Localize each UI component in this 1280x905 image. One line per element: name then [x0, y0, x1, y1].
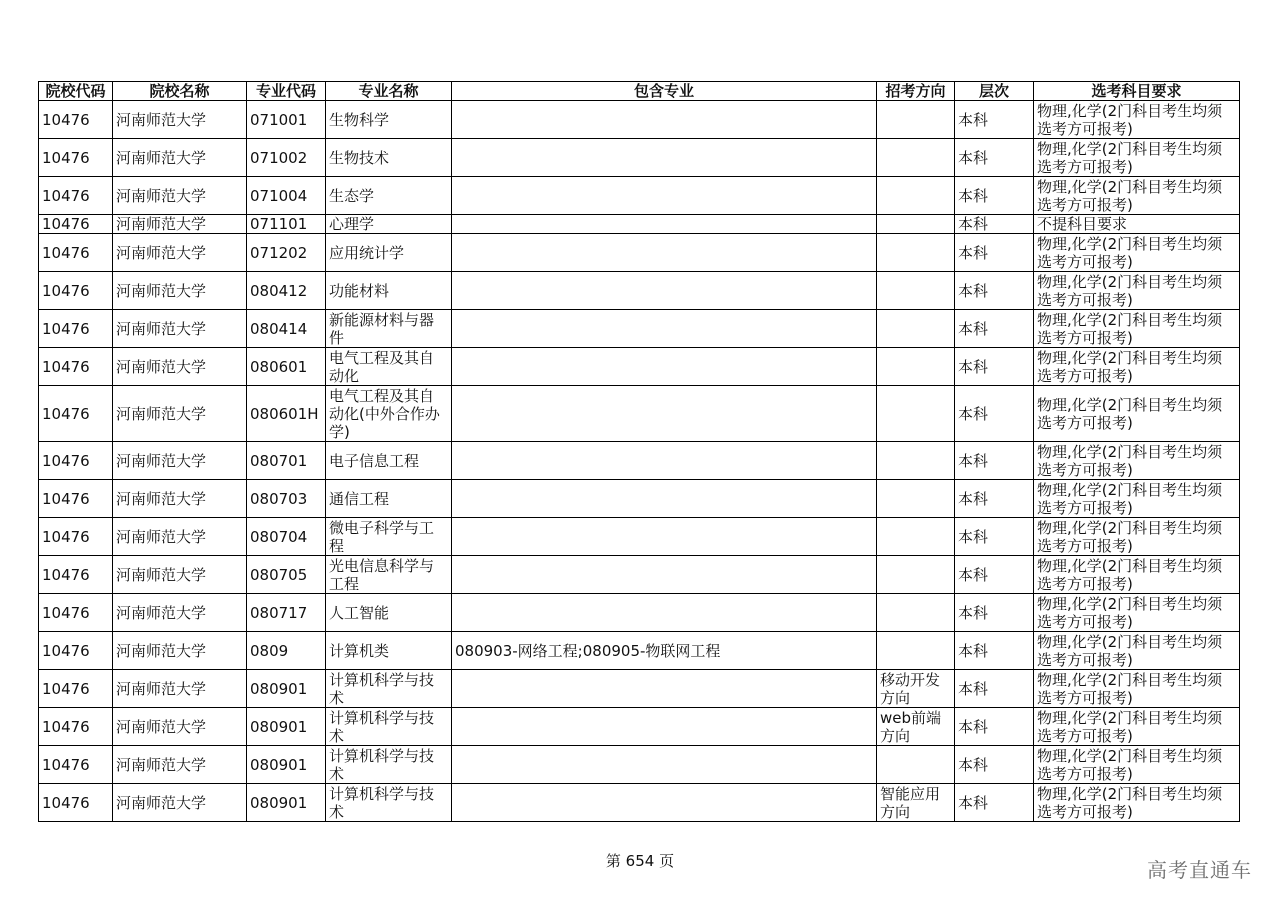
cell-included-majors: [452, 386, 877, 442]
cell-school-code: 10476: [39, 310, 113, 348]
cell-major-code: 071101: [247, 215, 326, 234]
header-major-code: 专业代码: [247, 82, 326, 101]
cell-direction: [877, 272, 955, 310]
cell-school-name: 河南师范大学: [113, 594, 247, 632]
cell-direction: [877, 518, 955, 556]
table-row: [39, 784, 1240, 822]
cell-subject-requirement: 物理,化学(2门科目考生均须选考方可报考): [1034, 101, 1240, 139]
table-row: [39, 442, 1240, 480]
cell-level: 本科: [955, 784, 1034, 822]
cell-major-name: 生物科学: [326, 101, 452, 139]
cell-included-majors: [452, 177, 877, 215]
cell-major-name: 应用统计学: [326, 234, 452, 272]
page-number: 第 654 页: [605, 852, 675, 870]
cell-level: 本科: [955, 670, 1034, 708]
cell-school-name: 河南师范大学: [113, 670, 247, 708]
cell-subject-requirement: 物理,化学(2门科目考生均须选考方可报考): [1034, 708, 1240, 746]
cell-school-name: 河南师范大学: [113, 272, 247, 310]
cell-school-code: 10476: [39, 101, 113, 139]
table-row: [39, 708, 1240, 746]
cell-major-name: 通信工程: [326, 480, 452, 518]
cell-included-majors: [452, 139, 877, 177]
cell-subject-requirement: 物理,化学(2门科目考生均须选考方可报考): [1034, 556, 1240, 594]
cell-direction: [877, 310, 955, 348]
cell-major-name: 计算机科学与技术: [326, 746, 452, 784]
cell-major-name: 计算机科学与技术: [326, 784, 452, 822]
cell-direction: [877, 594, 955, 632]
cell-included-majors: [452, 784, 877, 822]
cell-included-majors: [452, 310, 877, 348]
cell-major-name: 电气工程及其自动化: [326, 348, 452, 386]
cell-subject-requirement: 物理,化学(2门科目考生均须选考方可报考): [1034, 139, 1240, 177]
table-row: [39, 746, 1240, 784]
cell-included-majors: [452, 746, 877, 784]
table-row: [39, 480, 1240, 518]
watermark: 高考直通车: [1147, 858, 1252, 882]
cell-major-code: 080601: [247, 348, 326, 386]
cell-school-code: 10476: [39, 480, 113, 518]
cell-direction: 智能应用方向: [877, 784, 955, 822]
cell-direction: [877, 101, 955, 139]
cell-school-code: 10476: [39, 272, 113, 310]
cell-school-code: 10476: [39, 215, 113, 234]
cell-school-name: 河南师范大学: [113, 348, 247, 386]
cell-major-code: 080704: [247, 518, 326, 556]
cell-direction: [877, 556, 955, 594]
cell-direction: [877, 177, 955, 215]
table-body: [39, 101, 1240, 822]
cell-direction: 移动开发方向: [877, 670, 955, 708]
header-direction: 招考方向: [877, 82, 955, 101]
cell-subject-requirement: 物理,化学(2门科目考生均须选考方可报考): [1034, 272, 1240, 310]
cell-included-majors: [452, 215, 877, 234]
table-row: [39, 556, 1240, 594]
table-row: [39, 632, 1240, 670]
cell-included-majors: [452, 480, 877, 518]
cell-included-majors: [452, 670, 877, 708]
cell-subject-requirement: 物理,化学(2门科目考生均须选考方可报考): [1034, 594, 1240, 632]
cell-level: 本科: [955, 518, 1034, 556]
table-row: [39, 101, 1240, 139]
cell-school-code: 10476: [39, 348, 113, 386]
cell-major-name: 新能源材料与器件: [326, 310, 452, 348]
cell-subject-requirement: 物理,化学(2门科目考生均须选考方可报考): [1034, 480, 1240, 518]
cell-school-name: 河南师范大学: [113, 101, 247, 139]
cell-direction: [877, 480, 955, 518]
cell-major-code: 080901: [247, 746, 326, 784]
cell-major-name: 微电子科学与工程: [326, 518, 452, 556]
cell-subject-requirement: 物理,化学(2门科目考生均须选考方可报考): [1034, 348, 1240, 386]
cell-major-name: 计算机科学与技术: [326, 670, 452, 708]
cell-school-name: 河南师范大学: [113, 518, 247, 556]
cell-subject-requirement: 物理,化学(2门科目考生均须选考方可报考): [1034, 442, 1240, 480]
cell-school-name: 河南师范大学: [113, 480, 247, 518]
cell-subject-requirement: 物理,化学(2门科目考生均须选考方可报考): [1034, 177, 1240, 215]
cell-included-majors: [452, 518, 877, 556]
table-row: [39, 310, 1240, 348]
table-row: [39, 215, 1240, 234]
cell-school-code: 10476: [39, 784, 113, 822]
table-row: [39, 272, 1240, 310]
header-major-name: 专业名称: [326, 82, 452, 101]
cell-level: 本科: [955, 480, 1034, 518]
table-row: [39, 594, 1240, 632]
table-row: [39, 348, 1240, 386]
cell-included-majors: [452, 101, 877, 139]
cell-included-majors: [452, 594, 877, 632]
cell-direction: [877, 632, 955, 670]
cell-direction: [877, 442, 955, 480]
cell-major-code: 080701: [247, 442, 326, 480]
cell-subject-requirement: 物理,化学(2门科目考生均须选考方可报考): [1034, 632, 1240, 670]
cell-school-name: 河南师范大学: [113, 556, 247, 594]
cell-direction: web前端方向: [877, 708, 955, 746]
cell-level: 本科: [955, 272, 1034, 310]
cell-level: 本科: [955, 632, 1034, 670]
cell-school-code: 10476: [39, 518, 113, 556]
cell-major-code: 071002: [247, 139, 326, 177]
cell-subject-requirement: 物理,化学(2门科目考生均须选考方可报考): [1034, 386, 1240, 442]
header-subject-requirement: 选考科目要求: [1034, 82, 1240, 101]
cell-included-majors: [452, 348, 877, 386]
cell-major-name: 计算机科学与技术: [326, 708, 452, 746]
cell-subject-requirement: 物理,化学(2门科目考生均须选考方可报考): [1034, 234, 1240, 272]
cell-school-code: 10476: [39, 746, 113, 784]
admission-table: [38, 81, 1240, 822]
cell-included-majors: [452, 442, 877, 480]
cell-school-name: 河南师范大学: [113, 386, 247, 442]
cell-direction: [877, 234, 955, 272]
cell-level: 本科: [955, 442, 1034, 480]
header-included-majors: 包含专业: [452, 82, 877, 101]
cell-subject-requirement: 物理,化学(2门科目考生均须选考方可报考): [1034, 518, 1240, 556]
cell-subject-requirement: 物理,化学(2门科目考生均须选考方可报考): [1034, 310, 1240, 348]
table-row: [39, 386, 1240, 442]
cell-major-code: 080601H: [247, 386, 326, 442]
cell-school-name: 河南师范大学: [113, 310, 247, 348]
cell-school-code: 10476: [39, 234, 113, 272]
cell-school-name: 河南师范大学: [113, 215, 247, 234]
cell-school-name: 河南师范大学: [113, 784, 247, 822]
cell-major-name: 功能材料: [326, 272, 452, 310]
cell-major-code: 080705: [247, 556, 326, 594]
cell-included-majors: [452, 708, 877, 746]
cell-major-code: 071004: [247, 177, 326, 215]
cell-level: 本科: [955, 310, 1034, 348]
cell-school-code: 10476: [39, 632, 113, 670]
table-row: [39, 670, 1240, 708]
table-row: [39, 518, 1240, 556]
cell-included-majors: [452, 272, 877, 310]
cell-school-name: 河南师范大学: [113, 708, 247, 746]
cell-direction: [877, 386, 955, 442]
cell-school-name: 河南师范大学: [113, 746, 247, 784]
cell-direction: [877, 746, 955, 784]
cell-subject-requirement: 物理,化学(2门科目考生均须选考方可报考): [1034, 784, 1240, 822]
cell-direction: [877, 139, 955, 177]
cell-school-code: 10476: [39, 594, 113, 632]
cell-major-code: 080703: [247, 480, 326, 518]
cell-included-majors: [452, 234, 877, 272]
table-row: [39, 139, 1240, 177]
cell-major-code: 0809: [247, 632, 326, 670]
cell-school-code: 10476: [39, 386, 113, 442]
cell-direction: [877, 348, 955, 386]
cell-level: 本科: [955, 556, 1034, 594]
cell-major-name: 生物技术: [326, 139, 452, 177]
cell-major-name: 人工智能: [326, 594, 452, 632]
cell-major-name: 电气工程及其自动化(中外合作办学): [326, 386, 452, 442]
cell-school-code: 10476: [39, 556, 113, 594]
cell-school-code: 10476: [39, 177, 113, 215]
cell-major-code: 080414: [247, 310, 326, 348]
cell-school-code: 10476: [39, 442, 113, 480]
cell-school-name: 河南师范大学: [113, 177, 247, 215]
table-row: [39, 234, 1240, 272]
cell-major-code: 080717: [247, 594, 326, 632]
header-level: 层次: [955, 82, 1034, 101]
cell-included-majors: 080903-网络工程;080905-物联网工程: [452, 632, 877, 670]
cell-included-majors: [452, 556, 877, 594]
cell-school-name: 河南师范大学: [113, 234, 247, 272]
header-row: [39, 82, 1240, 101]
cell-level: 本科: [955, 177, 1034, 215]
cell-subject-requirement: 不提科目要求: [1034, 215, 1240, 234]
table-row: [39, 177, 1240, 215]
cell-major-code: 071001: [247, 101, 326, 139]
cell-level: 本科: [955, 594, 1034, 632]
cell-school-name: 河南师范大学: [113, 442, 247, 480]
cell-level: 本科: [955, 348, 1034, 386]
cell-major-name: 光电信息科学与工程: [326, 556, 452, 594]
cell-level: 本科: [955, 746, 1034, 784]
header-school-name: 院校名称: [113, 82, 247, 101]
cell-level: 本科: [955, 139, 1034, 177]
cell-school-code: 10476: [39, 670, 113, 708]
cell-major-name: 计算机类: [326, 632, 452, 670]
header-school-code: 院校代码: [39, 82, 113, 101]
cell-major-code: 080412: [247, 272, 326, 310]
cell-major-code: 080901: [247, 670, 326, 708]
cell-major-name: 生态学: [326, 177, 452, 215]
cell-school-code: 10476: [39, 139, 113, 177]
cell-level: 本科: [955, 234, 1034, 272]
cell-school-name: 河南师范大学: [113, 139, 247, 177]
cell-school-name: 河南师范大学: [113, 632, 247, 670]
cell-level: 本科: [955, 386, 1034, 442]
cell-major-name: 电子信息工程: [326, 442, 452, 480]
cell-major-code: 080901: [247, 784, 326, 822]
cell-major-code: 071202: [247, 234, 326, 272]
cell-school-code: 10476: [39, 708, 113, 746]
cell-major-name: 心理学: [326, 215, 452, 234]
cell-level: 本科: [955, 101, 1034, 139]
cell-level: 本科: [955, 215, 1034, 234]
cell-subject-requirement: 物理,化学(2门科目考生均须选考方可报考): [1034, 746, 1240, 784]
cell-subject-requirement: 物理,化学(2门科目考生均须选考方可报考): [1034, 670, 1240, 708]
cell-direction: [877, 215, 955, 234]
cell-major-code: 080901: [247, 708, 326, 746]
cell-level: 本科: [955, 708, 1034, 746]
